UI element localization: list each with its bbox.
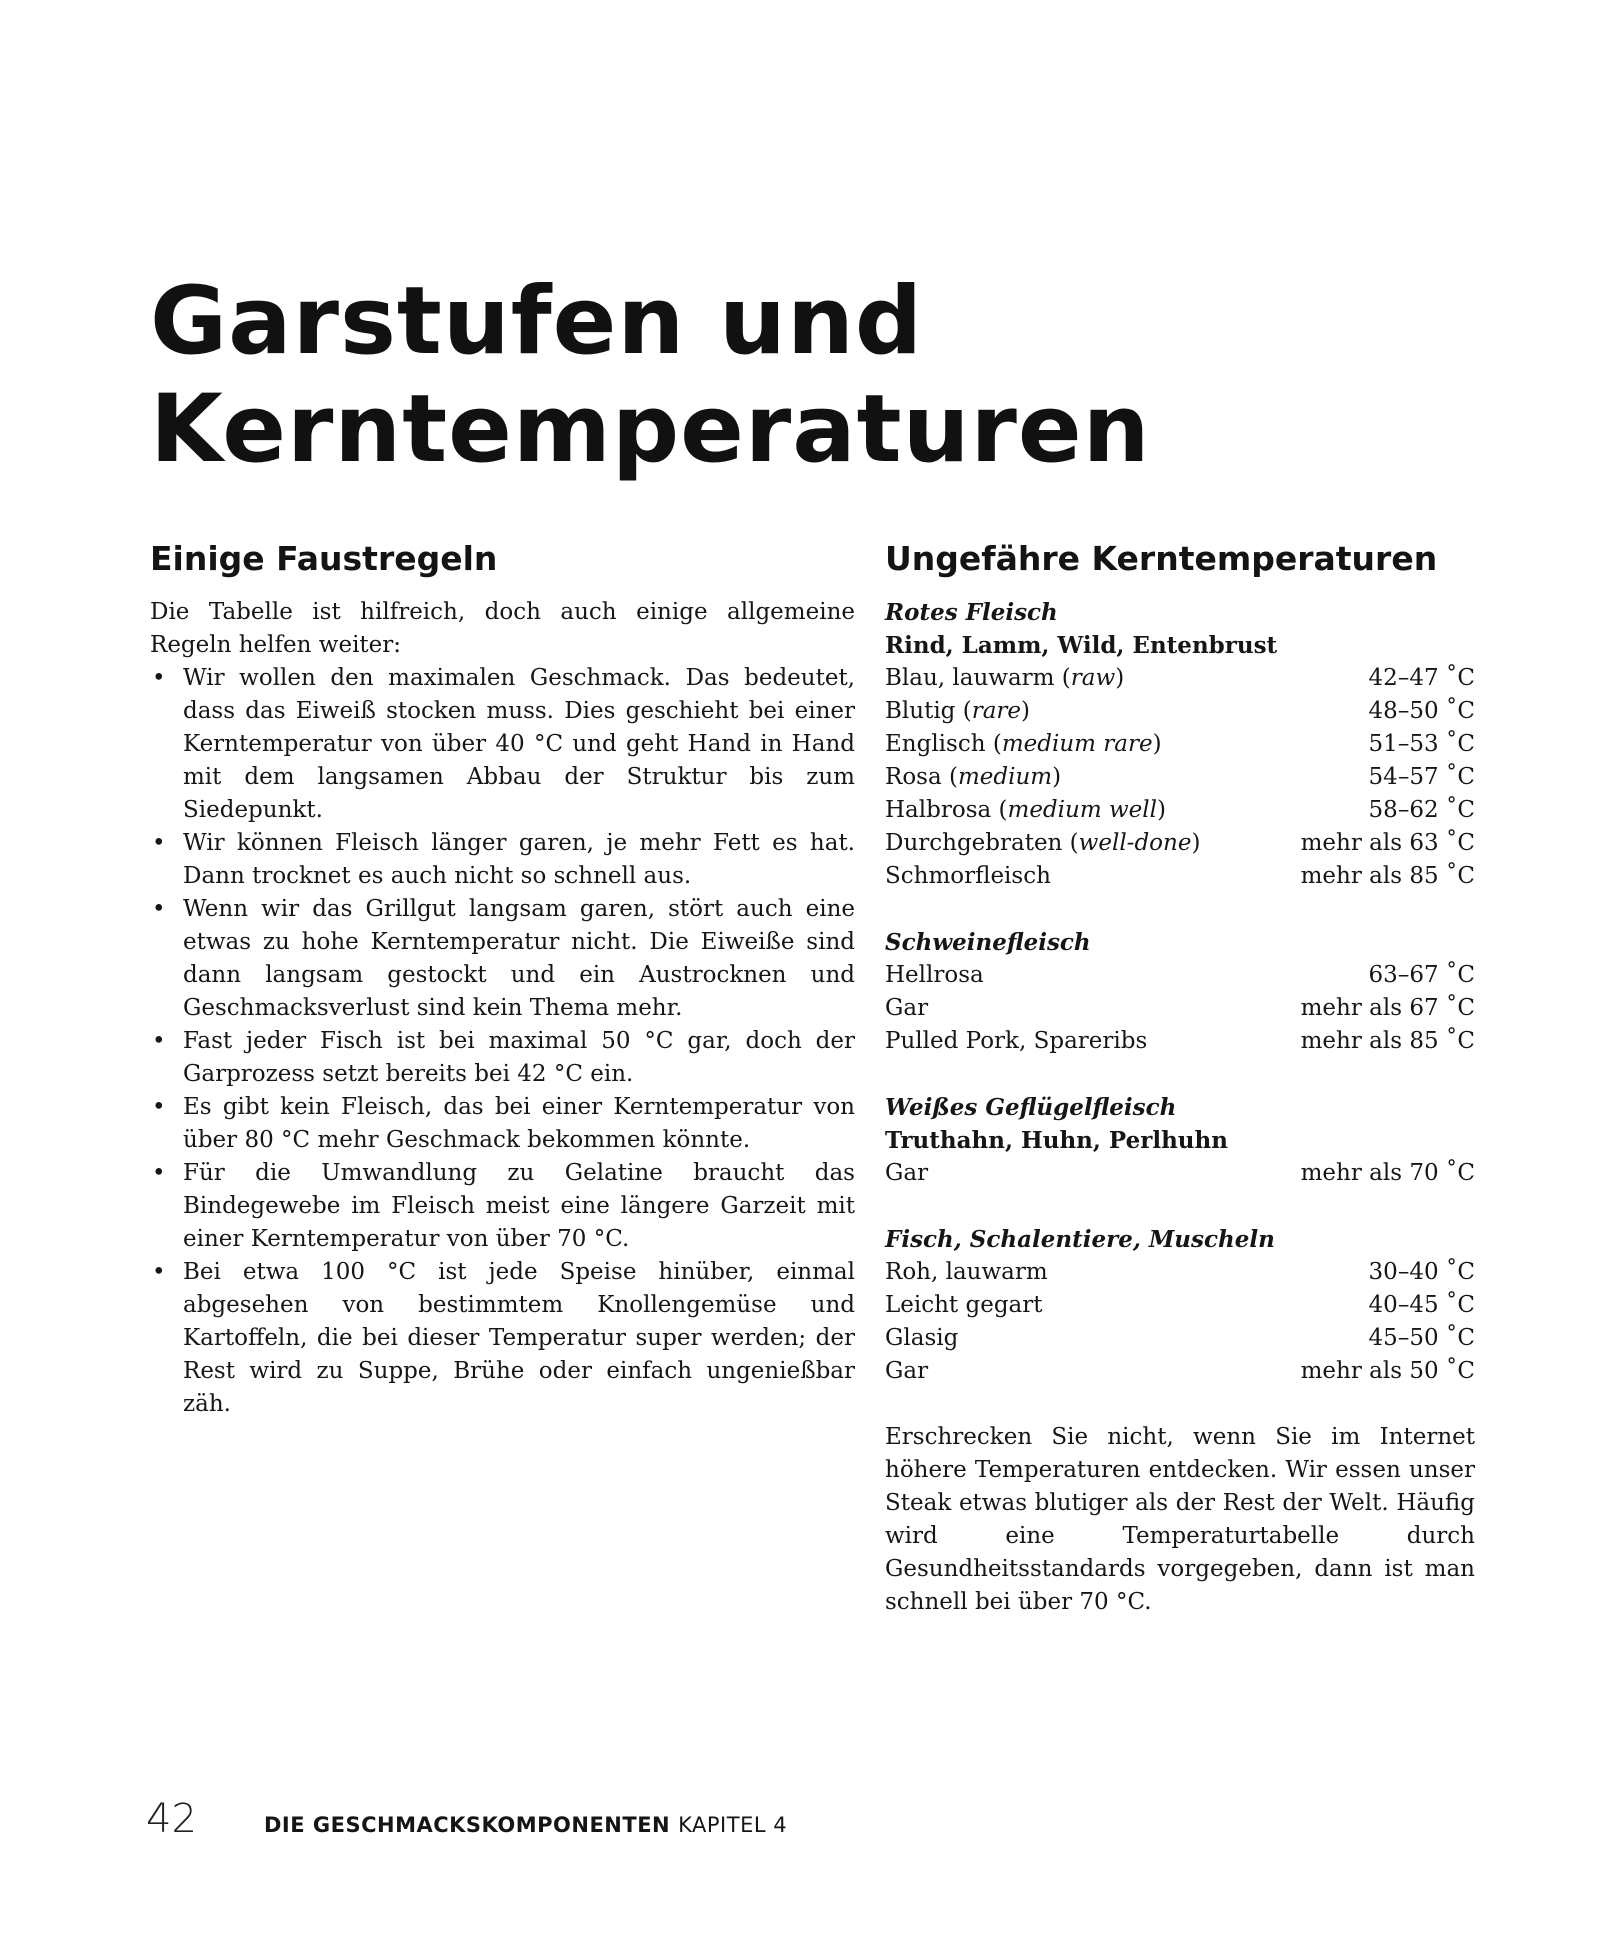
rule-item: • Wir wollen den maximalen Geschmack. Das bedeutet, dass das Eiweiß stocken muss. Dies geschieht bei einer Kerntemperatur von über 40 °C und geht Hand in Hand mit dem langsamen Abbau der Struktur bis zum Siedepunkt. xyxy=(150,662,855,827)
doneness-name: Blau, lauwarm xyxy=(885,665,1055,691)
core-temperature-value: mehr als 63 ˚C xyxy=(1300,830,1475,856)
temperature-row xyxy=(885,1256,1475,1289)
temperature-group-subtitle: Rind, Lamm, Wild, Entenbrust xyxy=(885,632,1278,659)
core-temperature-value: 54–57 ˚C xyxy=(1368,764,1475,790)
temperature-group xyxy=(885,596,1475,893)
temperature-table xyxy=(885,596,1475,1388)
rules-intro: Die Tabelle ist hilfreich, doch auch einige allgemeine Regeln helfen weiter: xyxy=(150,599,855,658)
doneness-name: Glasig xyxy=(885,1325,959,1351)
doneness-label xyxy=(885,992,928,1025)
temperature-row xyxy=(885,695,1475,728)
rule-item: • Es gibt kein Fleisch, das bei einer Kerntemperatur von über 80 °C mehr Geschmack bekommen könnte. xyxy=(150,1091,855,1157)
doneness-name: Gar xyxy=(885,1160,929,1186)
doneness-label xyxy=(885,860,1051,893)
doneness-name: Englisch xyxy=(885,731,986,757)
temperature-row xyxy=(885,992,1475,1025)
doneness-label: Durchgebraten (well-done) xyxy=(885,830,1201,856)
doneness-name: Rosa xyxy=(885,764,942,790)
core-temperature-value: 42–47 ˚C xyxy=(1368,665,1475,691)
doneness-label xyxy=(885,1355,928,1388)
doneness-name: Leicht gegart xyxy=(885,1292,1043,1318)
doneness-label xyxy=(885,1289,1043,1322)
doneness-english-term: well-done xyxy=(1078,830,1192,856)
core-temperature-value: 45–50 ˚C xyxy=(1368,1325,1475,1351)
doneness-name: Hellrosa xyxy=(885,962,984,988)
doneness-name: Blutig xyxy=(885,698,956,724)
temperature-group xyxy=(885,926,1475,1058)
doneness-label xyxy=(885,959,984,992)
temperature-row xyxy=(885,794,1475,827)
temperature-group-subtitle: Truthahn, Huhn, Perlhuhn xyxy=(885,1127,1228,1154)
core-temperature-value: 48–50 ˚C xyxy=(1368,698,1475,724)
rules-list xyxy=(150,662,855,1421)
doneness-english-term: medium well xyxy=(1007,797,1157,823)
temperature-row xyxy=(885,761,1475,794)
doneness-label: Blau, lauwarm (raw) xyxy=(885,665,1125,691)
doneness-label: Halbrosa (medium well) xyxy=(885,797,1166,823)
doneness-english-term: rare xyxy=(971,698,1022,724)
core-temperature-value: 30–40 ˚C xyxy=(1368,1259,1475,1285)
rule-item: • Wenn wir das Grillgut langsam garen, stört auch eine etwas zu hohe Kerntemperatur nicht. Die Eiweiße sind dann langsam gestockt und ein Austrocknen und Geschmacksverlust sind kein Thema mehr. xyxy=(150,893,855,1025)
core-temperature-value: mehr als 85 ˚C xyxy=(1300,1028,1475,1054)
doneness-label xyxy=(885,1157,928,1190)
doneness-label: Rosa (medium) xyxy=(885,764,1062,790)
temperature-row xyxy=(885,827,1475,860)
temperature-group-title: Fisch, Schalentiere, Muscheln xyxy=(885,1226,1275,1253)
temperature-row xyxy=(885,662,1475,695)
temperature-row xyxy=(885,1322,1475,1355)
doneness-name: Gar xyxy=(885,995,929,1021)
temperature-row xyxy=(885,1157,1475,1190)
page-title-line-1: Garstufen und xyxy=(150,267,924,376)
doneness-label: Englisch (medium rare) xyxy=(885,731,1162,757)
doneness-name: Gar xyxy=(885,1358,929,1384)
rules-heading: Einige Faustregeln xyxy=(150,539,498,578)
doneness-english-term: raw xyxy=(1070,665,1116,691)
doneness-english-term: medium xyxy=(957,764,1053,790)
temperature-row xyxy=(885,1355,1475,1388)
rule-item: • Bei etwa 100 °C ist jede Speise hinüber, einmal abgesehen von bestimmtem Knollengemüse und Kartoffeln, die bei dieser Temperatur super werden; der Rest wird zu Suppe, Brühe oder einfach ungenießbar zäh. xyxy=(150,1256,855,1421)
doneness-name: Schmorfleisch xyxy=(885,863,1051,889)
rules-of-thumb-section xyxy=(150,538,855,1421)
core-temperature-value: 40–45 ˚C xyxy=(1368,1292,1475,1318)
core-temperature-value: mehr als 67 ˚C xyxy=(1300,995,1475,1021)
temperatures-heading: Ungefähre Kerntemperaturen xyxy=(885,539,1438,578)
temperature-group-title: Weißes Geflügelfleisch xyxy=(885,1094,1177,1121)
core-temperature-value: mehr als 50 ˚C xyxy=(1300,1358,1475,1384)
temperature-group xyxy=(885,1091,1475,1190)
doneness-name: Halbrosa xyxy=(885,797,992,823)
page-title-line-2: Kerntemperaturen xyxy=(150,375,1151,484)
page-title xyxy=(150,268,1151,484)
temperature-row xyxy=(885,1289,1475,1322)
temperature-row xyxy=(885,860,1475,893)
chapter-label: KAPITEL 4 xyxy=(678,1813,788,1837)
temperature-note: Erschrecken Sie nicht, wenn Sie im Internet höhere Temperaturen entdecken. Wir essen unser Steak etwas blutiger als der Rest der Welt. Häufig wird eine Temperaturtabelle durch Gesundheitsstandards vorgegeben, dann ist man schnell bei über 70 °C. xyxy=(885,1424,1475,1615)
doneness-label xyxy=(885,1256,1048,1289)
rule-item: • Fast jeder Fisch ist bei maximal 50 °C gar, doch der Garprozess setzt bereits bei 42 °C ein. xyxy=(150,1025,855,1091)
core-temperature-value: mehr als 85 ˚C xyxy=(1300,863,1475,889)
doneness-label xyxy=(885,1025,1147,1058)
temperature-row xyxy=(885,1025,1475,1058)
core-temperature-value: 58–62 ˚C xyxy=(1368,797,1475,823)
doneness-label: Blutig (rare) xyxy=(885,698,1031,724)
doneness-english-term: medium rare xyxy=(1001,731,1153,757)
doneness-name: Pulled Pork, Spareribs xyxy=(885,1028,1148,1054)
core-temperatures-section xyxy=(885,538,1475,1619)
page-footer xyxy=(146,1796,787,1846)
page-number: 42 xyxy=(146,1796,197,1842)
temperature-row xyxy=(885,959,1475,992)
temperature-group-title: Schweinefleisch xyxy=(885,929,1091,956)
rule-item: • Wir können Fleisch länger garen, je mehr Fett es hat. Dann trocknet es auch nicht so schnell aus. xyxy=(150,827,855,893)
chapter-title: DIE GESCHMACKSKOMPONENTEN xyxy=(264,1813,671,1837)
core-temperature-value: 63–67 ˚C xyxy=(1368,962,1475,988)
temperature-group xyxy=(885,1223,1475,1388)
core-temperature-value: 51–53 ˚C xyxy=(1368,731,1475,757)
rule-item: • Für die Umwandlung zu Gelatine braucht das Bindegewebe im Fleisch meist eine längere Garzeit mit einer Kerntemperatur von über 70 °C. xyxy=(150,1157,855,1256)
doneness-name: Roh, lauwarm xyxy=(885,1259,1048,1285)
temperature-group-title: Rotes Fleisch xyxy=(885,599,1058,626)
doneness-name: Durchgebraten xyxy=(885,830,1063,856)
temperature-row xyxy=(885,728,1475,761)
doneness-label xyxy=(885,1322,958,1355)
core-temperature-value: mehr als 70 ˚C xyxy=(1300,1160,1475,1186)
